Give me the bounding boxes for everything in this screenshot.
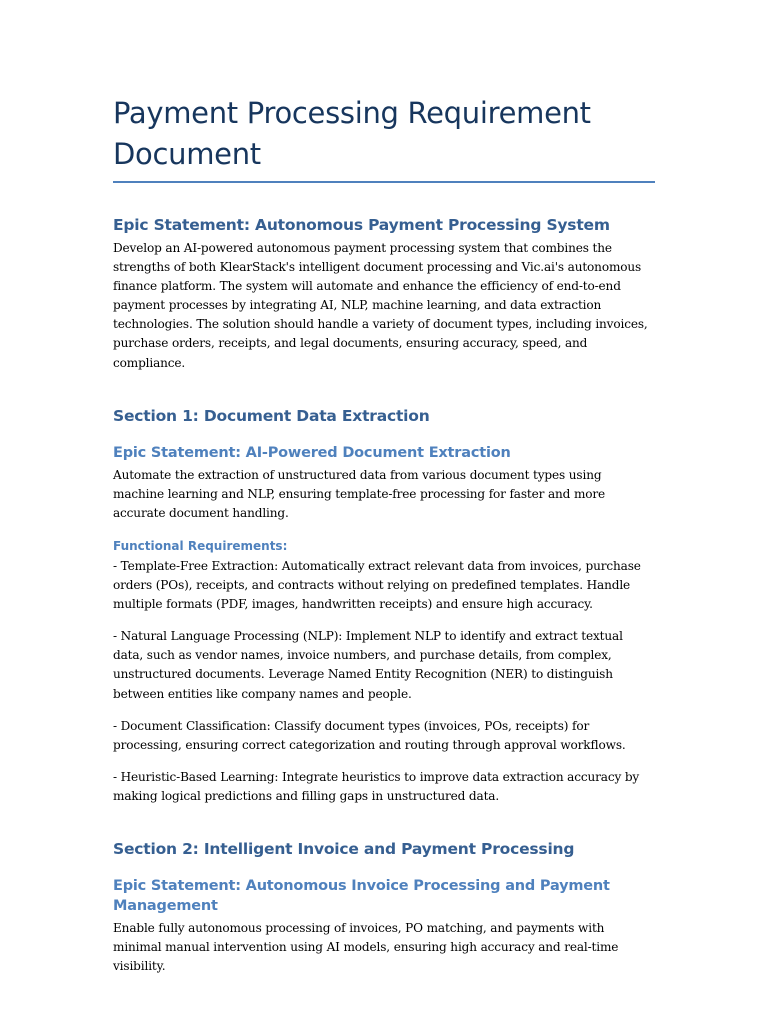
- main-epic-heading: Epic Statement: Autonomous Payment Processing System: [113, 216, 610, 234]
- document-title: Payment Processing Requirement Document: [113, 93, 655, 183]
- section1-heading: Section 1: Document Data Extraction: [113, 406, 430, 425]
- section1-functional-heading: Functional Requirements:: [113, 538, 288, 553]
- requirement-item: - Document Classification: Classify document types (invoices, POs, receipts) for processing, ensuring correct categorization and routing through approval workflows.: [113, 718, 626, 752]
- section1-epic-heading: Epic Statement: AI-Powered Document Extraction: [113, 444, 511, 461]
- document-page: [113, 93, 655, 976]
- section2-heading: Section 2: Intelligent Invoice and Payment Processing: [113, 839, 575, 858]
- section2-epic-body: Enable fully autonomous processing of invoices, PO matching, and payments with minimal manual intervention using AI models, ensuring high accuracy and real-time visibility.: [113, 920, 619, 974]
- requirement-item: - Template-Free Extraction: Automatically extract relevant data from invoices, purchase orders (POs), receipts, and contracts without relying on predefined templates. Handle multiple formats (PDF, images, handwritten receipts) and ensure high accuracy.: [113, 558, 641, 612]
- requirement-item: - Heuristic-Based Learning: Integrate heuristics to improve data extraction accuracy by making logical predictions and filling gaps in unstructured data.: [113, 769, 640, 803]
- section2-epic-heading: Epic Statement: Autonomous Invoice Processing and Payment Management: [113, 877, 610, 914]
- section1-epic-body: Automate the extraction of unstructured data from various document types using machine learning and NLP, ensuring template-free processing for faster and more accurate document handling.: [113, 467, 606, 520]
- main-epic-body: Develop an AI-powered autonomous payment processing system that combines the strengths of both KlearStack's intelligent document processing and Vic.ai's autonomous finance platform. The system will automate and enhance the efficiency of end-to-end payment processes by integrating AI, NLP, machine learning, and data extraction technologies. The solution should handle a variety of document types, including invoices, purchase orders, receipts, and legal documents, ensuring accuracy, speed, and compliance.: [113, 241, 648, 370]
- requirement-item: - Natural Language Processing (NLP): Implement NLP to identify and extract textual data, such as vendor names, invoice numbers, and purchase details, from complex, unstructured documents. Leverage Named Entity Recognition (NER) to distinguish between entities like company names and people.: [113, 629, 623, 701]
